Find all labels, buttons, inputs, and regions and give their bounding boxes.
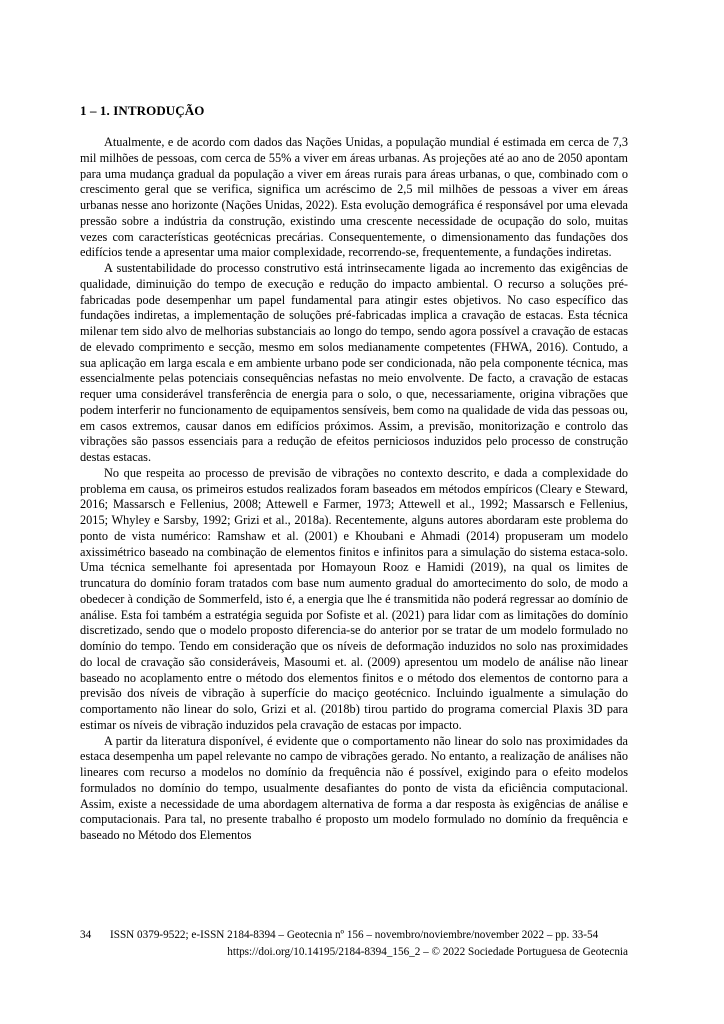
section-heading: 1 – 1. INTRODUÇÃO: [80, 103, 205, 118]
footer-doi-line: https://doi.org/10.14195/2184-8394_156_2 – © 2022 Sociedade Portuguesa de Geotecnia: [227, 946, 628, 958]
footer-journal-line: [80, 929, 628, 941]
paragraph: Atualmente, e de acordo com dados das Nações Unidas, a população mundial é estimada em cerca de 7,3 mil milhões de pessoas, com cerca de 55% a viver em áreas urbanas. As projeções até ao ano de 2050 apontam para uma mudança gradual da população a viver em áreas rurais para áreas urbanas, o que, combinado com o crescimento geral que se verifica, significa um acréscimo de 2,5 mil milhões de pessoas a viver em áreas urbanas nesse ano horizonte (Nações Unidas, 2022). Esta evolução demográfica é responsável por uma elevada pressão sobre a indústria da construção, existindo uma crescente necessidade de ocupação do solo, muitas vezes com características geotécnicas precárias. Consequentemente, o dimensionamento das fundações dos edifícios tende a apresentar uma maior complexidade, recorrendo-se, frequentemente, a fundações indiretas.: [80, 135, 628, 260]
body-text: [80, 135, 628, 844]
paragraph: No que respeita ao processo de previsão de vibrações no contexto descrito, e dada a complexidade do problema em causa, os primeiros estudos realizados foram baseados em métodos empíricos (Cleary e Steward, 2016; Massarsch e Fellenius, 2008; Attewell e Farmer, 1973; Attewell et al., 1992; Massarsch e Fellenius, 2015; Whyley e Sarsby, 1992; Grizi et al., 2018a). Recentemente, alguns autores abordaram este problema do ponto de vista numérico: Ramshaw et al. (2001) e Khoubani e Ahmadi (2014) propuseram um modelo axissimétrico baseado na combinação de elementos finitos e infinitos para a simulação do sistema estaca-solo. Uma técnica semelhante foi apresentada por Homayoun Rooz e Hamidi (2019), na qual os limites de truncatura do domínio foram tratados com base num aumento gradual do amortecimento do solo, de modo a obedecer à condição de Sommerfeld, isto é, a energia que lhe é transmitida não poderá regressar ao domínio de análise. Esta foi também a estratégia seguida por Sofiste et al. (2021) para lidar com as limitações do domínio discretizado, sendo que o modelo proposto diferencia-se do anterior por se tratar de um modelo formulado no domínio do tempo. Tendo em consideração que os níveis de deformação induzidos no solo nas proximidades do local de cravação são consideráveis, Masoumi et. al. (2009) apresentou um modelo de análise não linear baseado no acoplamento entre o método dos elementos finitos e o método dos elementos de contorno para a previsão dos níveis de vibração à superfície do maciço geotécnico. Incluindo igualmente a simulação do comportamento não linear do solo, Grizi et al. (2018b) tirou partido do programa comercial Plaxis 3D para estimar os níveis de vibração induzidos pela cravação de estacas por impacto.: [80, 465, 628, 732]
page-number: 34: [80, 929, 92, 941]
journal-citation: ISSN 0379-9522; e-ISSN 2184-8394 – Geotecnia nº 156 – novembro/noviembre/november 2022 – pp. 33-54: [110, 929, 599, 941]
paragraph: A partir da literatura disponível, é evidente que o comportamento não linear do solo nas proximidades da estaca desempenha um papel relevante no campo de vibrações gerado. No entanto, a realização de análises não lineares com recurso a modelos no domínio da frequência não é possível, exigindo para o efeito modelos formulados no domínio do tempo, usualmente desafiantes do ponto de vista da eficiência computacional. Assim, existe a necessidade de uma abordagem alternativa de forma a dar resposta às exigências de análise e computacionais. Para tal, no presente trabalho é proposto um modelo formulado no domínio da frequência e baseado no Método dos Elementos: [80, 733, 628, 842]
paragraph: A sustentabilidade do processo construtivo está intrinsecamente ligada ao incremento das exigências de qualidade, diminuição do tempo de execução e redução do impacto ambiental. O recurso a soluções pré-fabricadas pode desempenhar um papel fundamental para atingir estes objetivos. No caso específico das fundações indiretas, a implementação de soluções pré-fabricadas implica a cravação de estacas. Esta técnica milenar tem sido alvo de melhorias substanciais ao longo do tempo, sendo agora possível a cravação de estacas de elevado comprimento e secção, mesmo em solos medianamente competentes (FHWA, 2016). Contudo, a sua aplicação em larga escala e em ambiente urbano pode ser condicionada, não pela componente técnica, mas essencialmente pelas potenciais consequências nefastas no meio envolvente. De facto, a cravação de estacas requer uma considerável transferência de energia para o solo, o que, necessariamente, origina vibrações que podem interferir no funcionamento de equipamentos sensíveis, bem como na qualidade de vida das pessoas ou, em casos extremos, causar danos em edifícios próximos. Assim, a previsão, monitorização e controlo das vibrações são passos essenciais para a redução de efeitos perniciosos induzidos pelo processo de construção destas estacas.: [80, 261, 628, 464]
